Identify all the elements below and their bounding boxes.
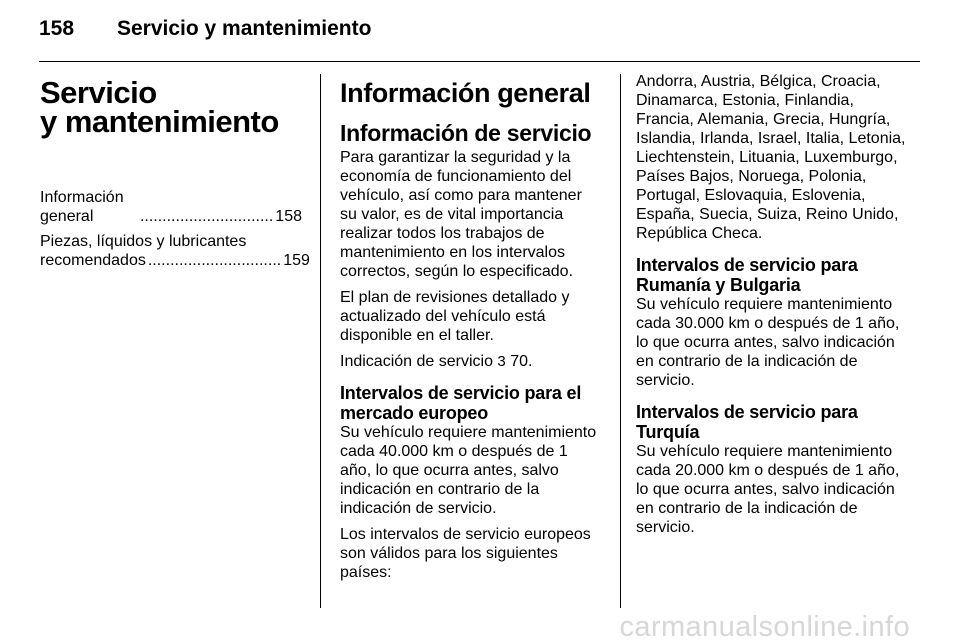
service-indicator-page-link[interactable]: 70. [510, 353, 533, 370]
toc-entry-label: Información general [40, 189, 124, 225]
heading-intervalos-europeo: Intervalos de servicio para el mercado europeo [340, 383, 582, 423]
table-of-contents [40, 188, 310, 270]
column-chapter-toc [40, 72, 310, 276]
toc-entry-page: 159 [283, 252, 310, 269]
column-intervals [636, 72, 906, 544]
toc-leader: .............................. [139, 208, 274, 225]
chapter-title-line2: y mantenimiento [40, 104, 279, 139]
paragraph-romania-interval: Su vehículo requiere mantenimiento cada 30.000 km o después de 1 año, lo que ocurra antes, salvo indicación en contrario de la indicación de servicio. [636, 296, 900, 389]
heading-intervalos-rumania-bulgaria: Intervalos de servicio para Rumanía y Bulgaria [636, 255, 858, 295]
paragraph-europe-countries-intro: Los intervalos de servicio europeos son válidos para los siguientes países: [340, 526, 591, 581]
paragraph-service-importance: Para garantizar la seguridad y la economía de funcionamiento del vehículo, así como para mantener su valor, es de vital importancia realizar todos los trabajos de mantenimiento en los intervalos correctos, según lo especificado. [340, 149, 582, 280]
page-reference-arrow-icon: 3 [497, 353, 506, 370]
page-header [39, 14, 371, 44]
heading-intervalos-turquia: Intervalos de servicio para Turquía [636, 402, 858, 442]
column-main-text [340, 72, 602, 589]
toc-entry-label-line2: recomendados [40, 252, 146, 269]
chapter-title-line1: Servicio [40, 75, 157, 110]
paragraph-service-indicator [340, 352, 602, 371]
site-watermark: carmanualsonline.info [619, 611, 910, 643]
header-rule [39, 61, 920, 62]
paragraph-service-plan: El plan de revisiones detallado y actualizado del vehículo está disponible en el taller. [340, 289, 570, 344]
toc-entry-label-line1: Piezas, líquidos y lubricantes [40, 233, 247, 250]
paragraph-turkey-interval: Su vehículo requiere mantenimiento cada 20.000 km o después de 1 año, lo que ocurra antes, salvo indicación en contrario de la indicación de servicio. [636, 443, 900, 536]
toc-entry-piezas-liquidos[interactable] [40, 232, 310, 270]
subsection-heading-informacion-servicio: Información de servicio [340, 120, 592, 146]
column-divider-1 [320, 74, 321, 608]
running-section-title: Servicio y mantenimiento [117, 17, 372, 40]
chapter-title [40, 75, 302, 139]
toc-leader: .............................. [147, 252, 282, 269]
paragraph-europe-interval: Su vehículo requiere mantenimiento cada 40.000 km o después de 1 año, lo que ocurra antes, salvo indicación en contrario de la indicación de servicio. [340, 424, 597, 517]
paragraph-europe-country-list: Andorra, Austria, Bélgica, Croacia, Dinamarca, Estonia, Finlandia, Francia, Alemania, Grecia, Hungría, Islandia, Irlanda, Israel, Italia, Letonia, Liechtenstein, Lituania, Luxemburgo, Países Bajos, Noruega, Polonia, Portugal, Eslovaquia, Eslovenia, España, Suecia, Suiza, Reino Unido, República Checa. [636, 73, 906, 242]
section-heading-informacion-general: Información general [340, 78, 591, 108]
service-indicator-text: Indicación de servicio [340, 353, 493, 370]
page-number: 158 [39, 17, 75, 40]
toc-entry-informacion-general[interactable] [40, 188, 302, 226]
toc-entry-page: 158 [275, 208, 302, 225]
column-divider-2 [620, 74, 621, 608]
